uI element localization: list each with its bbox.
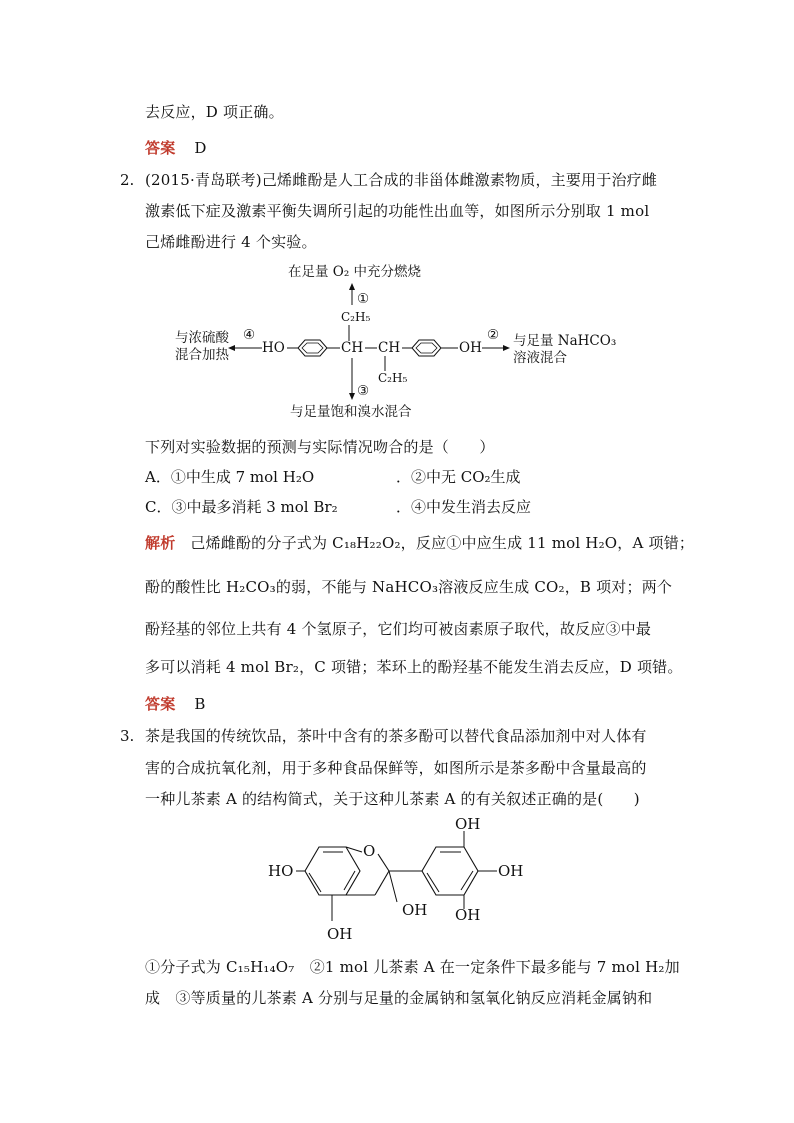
- q2-analysis-3: 酚羟基的邻位上共有 4 个氢原子，它们均可被卤素原子取代，故反应③中最: [145, 620, 652, 638]
- structure-ring-oxygen: O: [363, 842, 376, 860]
- q3-line-3: 一种儿茶素 A 的结构简式，关于这种儿茶素 A 的有关叙述正确的是( ): [145, 790, 640, 808]
- question-number-3: 3.: [120, 727, 135, 745]
- diagram-ethyl-bottom: C₂H₅: [378, 371, 408, 385]
- answer-value: D: [194, 139, 207, 157]
- diagram-right-label-2: 溶液混合: [513, 350, 567, 366]
- structure-oh-bottom-right: OH: [455, 906, 481, 924]
- structure-oh-bottom: OH: [327, 925, 353, 943]
- q2-analysis-2: 酚的酸性比 H₂CO₃的弱，不能与 NaHCO₃溶液反应生成 CO₂，B 项对；两个: [145, 578, 673, 596]
- q2-option-a: A．①中生成 7 mol H₂O: [145, 468, 315, 486]
- diagram-ch-1: CH: [341, 340, 364, 356]
- diagram-left-label-1: 与浓硫酸: [175, 330, 229, 346]
- analysis-label: 解析: [145, 534, 176, 552]
- answer-label: 答案: [145, 139, 176, 157]
- analysis-text-1: 己烯雌酚的分子式为 C₁₈H₂₂O₂，反应①中应生成 11 mol H₂O，A 项错；: [190, 534, 695, 552]
- diagram-ethyl-top: C₂H₅: [341, 310, 371, 324]
- diagram-ho: HO: [262, 340, 285, 356]
- q2-option-c: C．③中最多消耗 3 mol Br₂: [145, 498, 338, 516]
- q2-stem: 下列对实验数据的预测与实际情况吻合的是（ ）: [145, 438, 495, 456]
- diagram-ch-2: CH: [378, 340, 401, 356]
- q3-line-1: 茶是我国的传统饮品，茶叶中含有的茶多酚可以替代食品添加剂中对人体有: [145, 727, 647, 745]
- q2-option-d: ．④中发生消去反应: [396, 498, 532, 516]
- structure-oh-top: OH: [455, 815, 481, 833]
- diagram-bottom-label: 与足量饱和溴水混合: [290, 404, 412, 420]
- answer-label: 答案: [145, 695, 176, 713]
- continued-text: 去反应，D 项正确。: [145, 103, 284, 121]
- diagram-top-label: 在足量 O₂ 中充分燃烧: [288, 264, 422, 280]
- q2-line-1: (2015·青岛联考)己烯雌酚是人工合成的非甾体雌激素物质，主要用于治疗雌: [145, 171, 658, 189]
- diagram-right-label-1: 与足量 NaHCO₃: [513, 333, 617, 349]
- q3-statement-1: ①分子式为 C₁₅H₁₄O₇ ②1 mol 儿茶素 A 在一定条件下最多能与 7 mol H₂加: [145, 958, 680, 976]
- q2-option-b: ．②中无 CO₂生成: [396, 468, 521, 486]
- structure-ho-left: HO: [268, 862, 294, 880]
- diagram-number-2: ②: [487, 327, 500, 343]
- answer-value: B: [194, 695, 206, 713]
- q2-line-2: 激素低下症及激素平衡失调所引起的功能性出血等，如图所示分别取 1 mol: [145, 202, 650, 220]
- diagram-number-4: ④: [243, 327, 256, 343]
- q2-analysis-4: 多可以消耗 4 mol Br₂，C 项错；苯环上的酚羟基不能发生消去反应，D 项错。: [145, 658, 683, 676]
- question-number-2: 2.: [120, 171, 135, 189]
- diagram-oh: OH: [459, 340, 482, 356]
- q3-line-2: 害的合成抗氧化剂，用于多种食品保鲜等，如图所示是茶多酚中含量最高的: [145, 759, 647, 777]
- q2-line-3: 己烯雌酚进行 4 个实验。: [145, 233, 317, 251]
- q3-statement-2: 成 ③等质量的儿茶素 A 分别与足量的金属钠和氢氧化钠反应消耗金属钠和: [145, 989, 653, 1007]
- structure-oh-right: OH: [498, 862, 524, 880]
- structure-oh-middle: OH: [402, 901, 428, 919]
- diagram-number-3: ③: [357, 383, 370, 399]
- diagram-left-label-2: 混合加热: [175, 347, 229, 363]
- diagram-number-1: ①: [357, 291, 370, 307]
